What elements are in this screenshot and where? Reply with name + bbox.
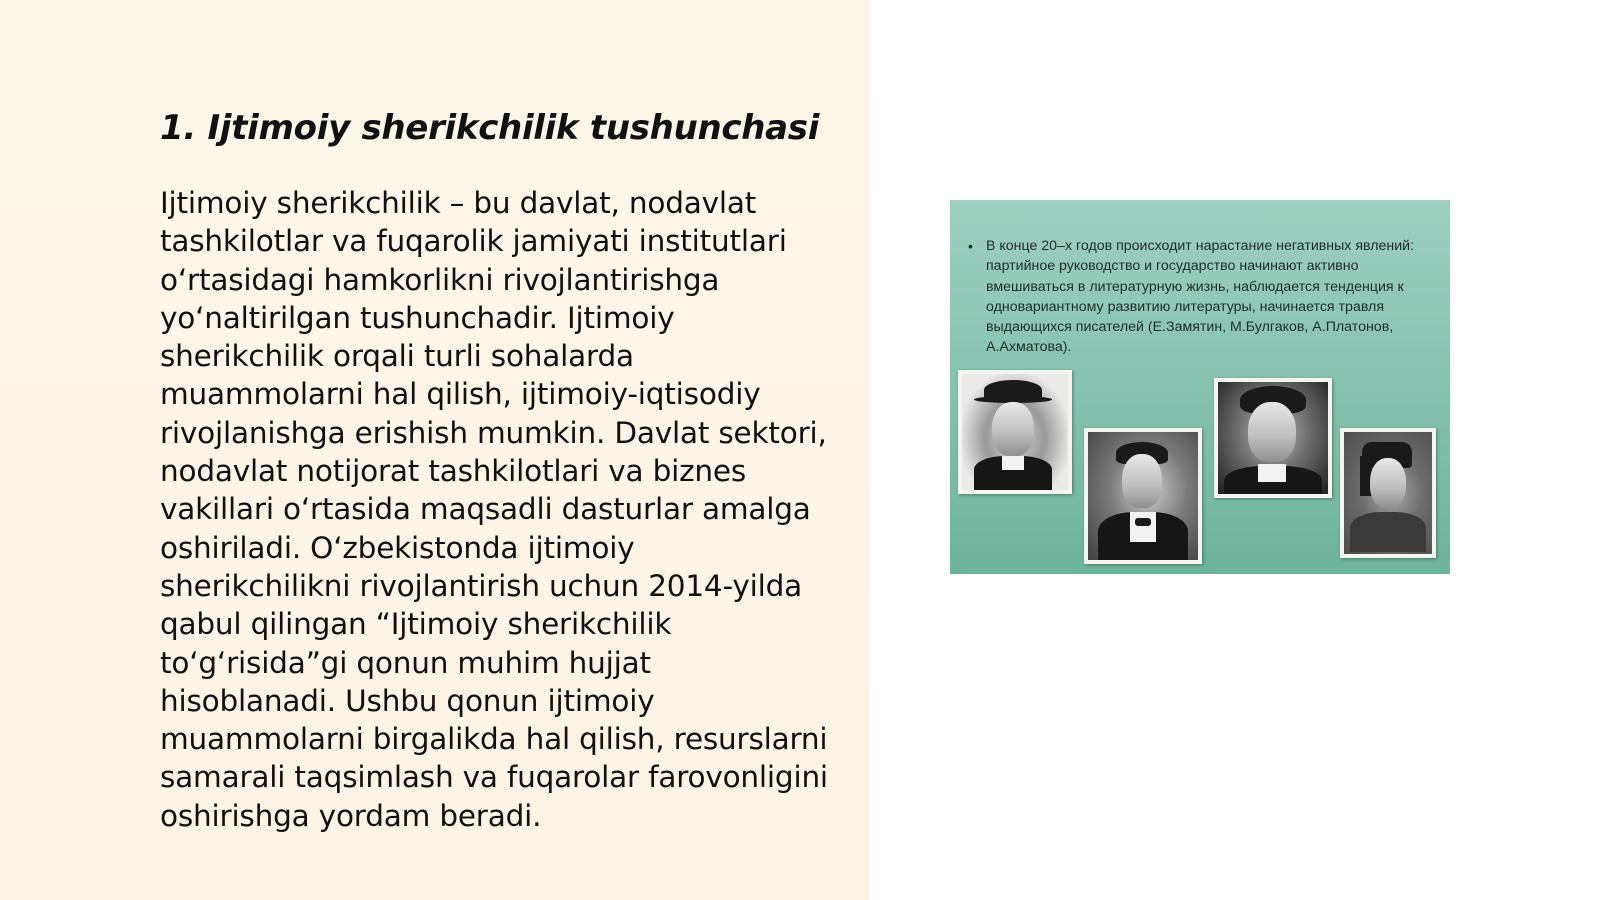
- portrait-photo-4: [1340, 428, 1436, 558]
- slide-body-text: Ijtimoiy sherikchilik – bu davlat, nodavlat tashkilotlar va fuqarolik jamiyati institutlari oʻrtasidagi hamkorlikni rivojlantirishga yoʻnaltirilgan tushunchadir. Ijtimoiy sherikchilik orqali turli sohalarda muammolarni hal qilish, ijtimoiy-iqtisodiy rivojlanishga erishish mumkin. Davlat sektori, nodavlat notijorat tashkilotlari va biznes vakillari oʻrtasida maqsadli dasturlar amalga oshiriladi. Oʻzbekistonda ijtimoiy sherikchilikni rivojlantirish uchun 2014-yilda qabul qilingan “Ijtimoiy sherikchilik toʻgʻrisida”gi qonun muhim hujjat hisoblanadi. Ushbu qonun ijtimoiy muammolarni birgalikda hal qilish, resurslarni samarali taqsimlash va fuqarolar farovonligini oshirishga yordam beradi.: [160, 186, 828, 833]
- slide-title: 1. Ijtimoiy sherikchilik tushunchasi: [160, 108, 820, 148]
- bullet-glyph: •: [968, 238, 973, 254]
- portrait-photo-2: [1084, 428, 1202, 564]
- portrait-photo-3: [1214, 378, 1332, 498]
- portrait-photo-hat: [958, 370, 1072, 494]
- writers-image: [950, 200, 1450, 574]
- image-caption: [968, 236, 1440, 358]
- image-caption-text: В конце 20–х годов происходит нарастание негативных явлений: партийное руководство и государство начинают активно вмешиваться в литературную жизнь, наблюдается тенденция к одновариантному развитию литературы, начинается травля выдающихся писателей (Е.Замятин, М.Булгаков, А.Платонов, А.Ахматова).: [986, 238, 1415, 356]
